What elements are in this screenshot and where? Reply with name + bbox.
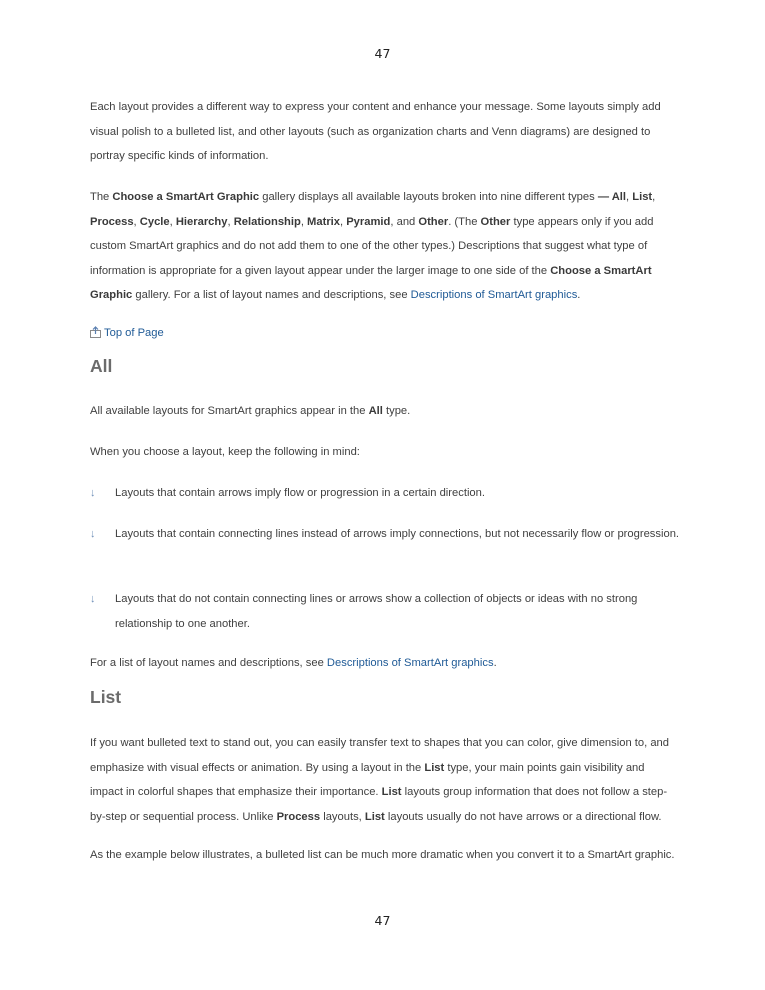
page-number-bottom: 47: [374, 913, 391, 928]
section-heading-list: List: [90, 687, 122, 707]
down-arrow-icon: ↓: [90, 593, 96, 605]
intro-paragraph-1: Each layout provides a different way to express your content and enhance your message. Some layouts simply add visual polish to a bulleted list, and other layouts (such as organization charts and Venn diagrams) are designed to portray specific kinds of information.: [90, 101, 661, 162]
all-paragraph-3: For a list of layout names and descriptions, see Descriptions of SmartArt graphics.: [90, 657, 497, 669]
descriptions-link-2[interactable]: Descriptions of SmartArt graphics: [326, 657, 494, 669]
list-item: ↓ Layouts that contain arrows imply flow or progression in a certain direction.: [90, 481, 680, 506]
top-of-page-link[interactable]: Top of Page: [90, 325, 164, 343]
down-arrow-icon: ↓: [90, 528, 96, 540]
page-number-top: 47: [374, 46, 391, 61]
down-arrow-icon: ↓: [90, 487, 96, 499]
list-item: ↓ Layouts that contain connecting lines instead of arrows imply connections, but not necessarily flow or progression.: [90, 522, 680, 547]
section-heading-all: All: [90, 356, 113, 376]
all-paragraph-2: When you choose a layout, keep the following in mind:: [90, 446, 360, 458]
all-paragraph-1: All available layouts for SmartArt graphics appear in the All type.: [90, 405, 411, 417]
list-paragraph-2: As the example below illustrates, a bulleted list can be much more dramatic when you convert it to a SmartArt graphic.: [90, 849, 675, 861]
top-of-page-icon: [90, 326, 101, 343]
list-paragraph-1: If you want bulleted text to stand out, you can easily transfer text to shapes that you can color, give dimension to, and emphasize with visual effects or animation. By using a layout in the List type, your main points gain visibility and impact in colorful shapes that emphasize their importance. List layouts group information that does not follow a step-by-step or sequential process. Unlike Process layouts, List layouts usually do not have arrows or a directional flow.: [90, 737, 669, 823]
intro-paragraph-2: The Choose a SmartArt Graphic gallery displays all available layouts broken into nine different types — All, List, Process, Cycle, Hierarchy, Relationship, Matrix, Pyramid, and Other. (The Other type appears only if you add custom SmartArt graphics and do not add them to one of the other types.) Descriptions that suggest what type of information is appropriate for a given layout appear under the larger image to one side of the Choose a SmartArt Graphic gallery. For a list of layout names and descriptions, see Descriptions of SmartArt graphics.: [90, 191, 656, 301]
list-item: ↓ Layouts that do not contain connecting lines or arrows show a collection of objects or ideas with no strong relationship to one another.: [90, 587, 680, 636]
descriptions-link-1[interactable]: Descriptions of SmartArt graphics: [410, 289, 578, 301]
